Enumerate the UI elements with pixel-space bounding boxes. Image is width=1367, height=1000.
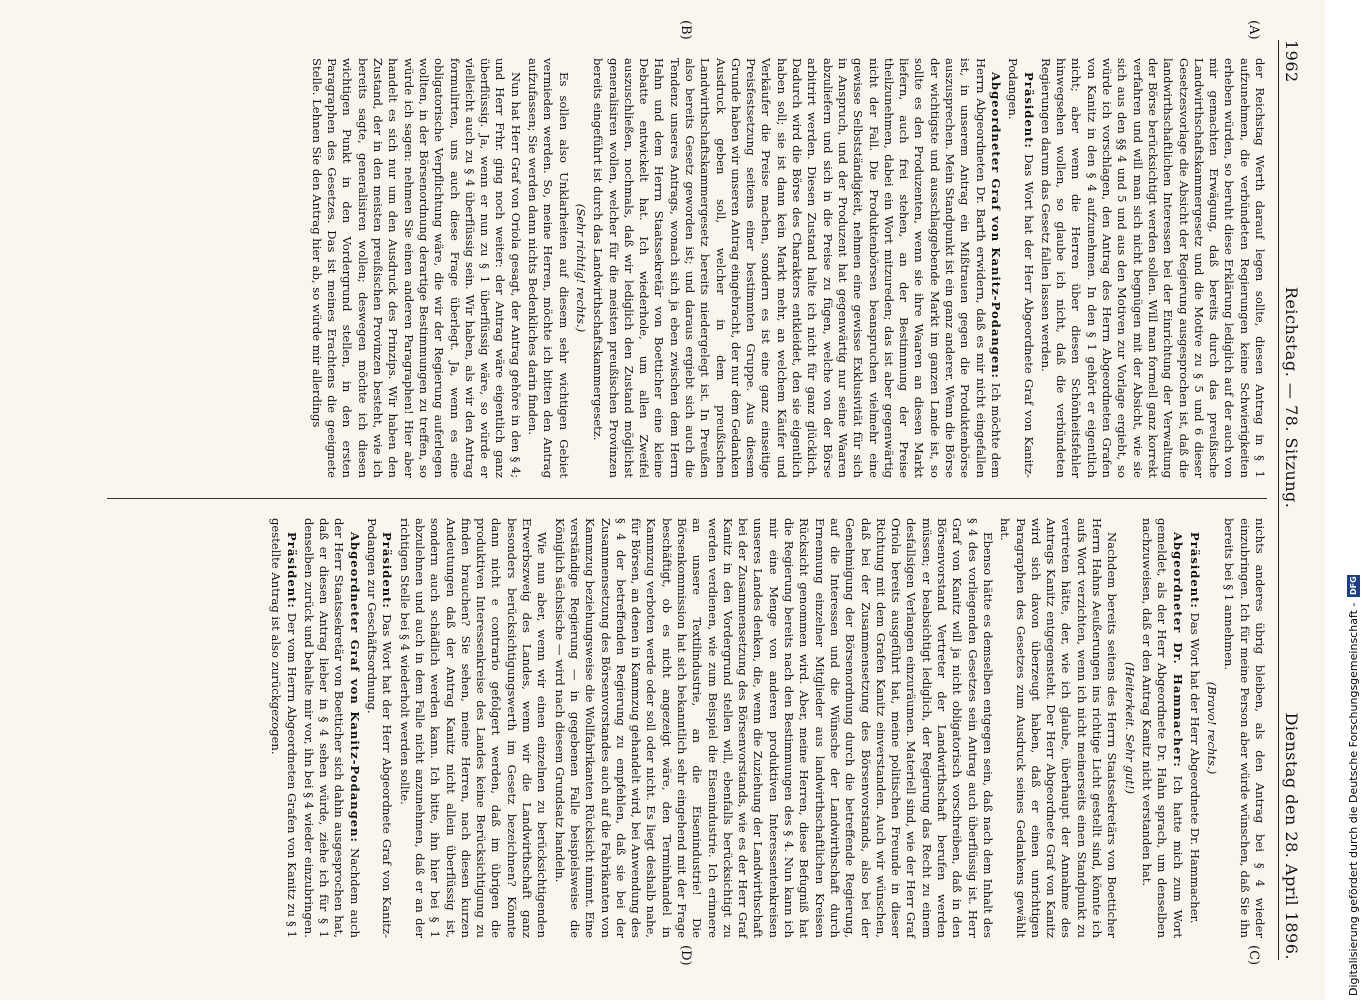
paragraph: Ebenso hätte es demselben entgegen sein, daß nach dem Inhalt des § 4 des vorliegenden Gesetzes sein Antrag auch überflüssig ist. Herr Graf von Kanitz will ja nicht obligatorisch vorschreiben, daß in den Börsenvorstand Vertreter der Landwirthschaft berufen werden müssen; er beabsichtigt lediglich, der Regierung das Recht zu einem desfallsigen Verlangen einzuräumen. Materiell sind, wie der Herr Graf Oriola bereits ausgeführt hat, meine politischen Freunde in dieser Richtung mit dem Grafen Kanitz einverstanden. Auch wir wünschen, daß bei der Zusammensetzung des Börsenvorstands, also bei der Genehmigung der Börsenordnung durch die betreffende Regierung, auf die Interessen und die Wünsche der Landwirthschaft durch Ernennung einzelner Mitglieder aus landwirthschaftlichen Kreisen Rücksicht genommen wird. Aber, meine Herren, diese Befugniß hat die Regierung bereits nach den Bestimmungen des § 4. Nun kann ich mir eine Menge von anderen produktiven Interessentenkreisen unseres Landes denken, die, wenn die Zuziehung der Landwirthschaft bei der Zusammensetzung des Börsenvorstands, wie es der Herr Graf Kanitz in den Vordergrund stellen will, ebenfalls berücksichtigt zu werden verdienen, wie zum Beispiel die Eisenindustrie. Ich erinnere an unsere Textilindustrie, an die Eisenindustrie! Die Börsenkommission hat sich bekanntlich sehr eingehend mit der Frage beschäftigt, ob es nicht angezeigt wäre, den Terminhandel in Kammzug verboten werde oder soll oder nicht. Es liegt deshalb nahe, für Börsen, an denen in Kammzug gehandelt wird, bei Anwendung des § 4 der betreffenden Regierung zu empfehlen, daß sie bei der Zusammensetzung des Börsenvorstandes auch auf die Fabrikanten von Kammzug beziehungsweise die Wollfabrikanten Rücksicht nimmt. Eine verständige Regierung — in gegebenen Falle beispielsweise die Königlich sächsische — wird nach diesem Grundsatz handeln. [552, 518, 995, 938]
attribution-text-row [1339, 0, 1367, 1000]
attribution-strip [1325, 0, 1360, 1000]
speaker-text: Ich möchte dem Herrn Abgeordneten Dr. Barth erwidern, daß es mir nicht eingefallen ist, in unserem Antrag ein Mißtrauen gegen die Produktenbörse auszusprechen. Mein Standpunkt ist ein ganz anderer. Wenn die Börse der wichtigste und ausschlaggebende Markt im ganzen Lande ist, so sollte es den Produzenten, wenn sie ihre Waaren an diesen Markt liefern, auch frei stehen, an der Bestimmung der Preise theilzunehmen, dabei ein Wort mitzureden; das ist aber gegenwärtig nicht der Fall. Die Produktenbörsen beanspruchen vielmehr eine gewisse Selbstständigkeit, nehmen eine gewisse Exklusivität für sich in Anspruch, und der Produzent hat gegenwärtig nur seine Waaren abzuliefern und sich in die Preise zu fügen, welche von der Börse arbitrirt werden. Diesen Zustand halte ich nicht für ganz glücklich. Dadurch wird die Börse des Charakters entkleidet, den sie eigentlich haben soll; sie ist dann kein Markt mehr, an welchem Käufer und Verkäufer die Preise machen, sondern es ist eine ganz einseitige Preisfestsetzung seitens einer bestimmten Gruppe. Aus diesem Grunde haben wir unseren Antrag eingebracht, der nur dem Gedanken Ausdruck geben soll, welcher in dem preußischen Landwirthschaftskammergesetz bereits niedergelegt ist. In Preußen also bereits Gesetz geworden ist; und daraus ergiebt sich auch die Tendenz unseres Antrags, wonach sich ja eben zwischen dem Herrn Hahn und dem Herrn Staatssekretär von Boetticher eine kleine Debatte entwickelt hat. Ich wiederhole, um allen Zweifel auszuschließen, nochmals, daß wir lediglich den Zustand möglichst generalisiren wollen, welcher für die meisten preußischen Provinzen bereits eingeführt ist durch das Landwirthschaftskammergesetz. [591, 58, 1003, 478]
paragraph [1005, 58, 1036, 478]
paragraph: Nun hat Herr Graf von Oriola gesagt, der Antrag gehöre in den § 4; und Herr Frhr. ging noch weiter: der Antrag wäre eigentlich ganz überflüssig. Ja, wenn er nun zu § 1 überflüssig wäre, so würde er vielleicht auch zu § 4 überflüssig sein. Wir haben, als wir den Antrag formulirten, uns auch diese Frage überlegt. Ja, wenn es eine obligatorische Verpflichtung wäre, die wir der Regierung auferlegen wollten, in der Börsenordnung derartige Bestimmungen zu treffen, so würde ich sagen: nehmen Sie einen anderen Paragraphen! Hier aber handelt es sich nur um den Ausdruck des Prinzips. Wir haben den Zustand, der in den meisten preußischen Provinzen besteht, wie ich bereits sagte, generalisiren wollen; deswegen möchte ich diesen wichtigen Punkt in den Vordergrund stellen, in den ersten Paragraphen des Gesetzes. Das ist meines Erachtens die geeignete Stelle. Lehnen Sie den Antrag hier ab, so würde mir allerdings [309, 58, 523, 478]
paragraph [268, 518, 299, 938]
speaker-text: Nachdem auch der Herr Staatssekretär von Boetticher sich dahin ausgesprochen hat, daß er diesen Antrag lieber in § 4 sehen würde, ziehe ich für § 1 denselben zurück und behalte mir vor, ihn bei § 4 wieder einzubringen. [301, 518, 362, 938]
margin-marker-d: (D) [678, 945, 693, 966]
speaker-text: Das Wort hat der Herr Abgeordnete Graf von Kanitz-Podangen. [1006, 58, 1036, 478]
paragraph: Nachdem bereits seitens des Herrn Staatssekretärs von Boetticher Herrn Hahns Aeußerungen ins richtige Licht gestellt sind, könnte ich aufs Wort verzichten, wenn ich nicht meinerseits einen Standpunkt zu vertreten hätte, der, wie ich glaube, überhaupt der Annahme des Antrags Kanitz entgegensteht. Der Herr Abgeordnete Graf von Kanitz wird sich davon überzeugt haben, daß er einen unrichtigen Paragraphen des Gesetzes zum Ausdruck seines Gedankens gewählt hat. [998, 518, 1120, 938]
dfg-logo-icon: DFG [1348, 576, 1358, 595]
speaker-name: Abgeordneter Graf von Kanitz-Podangen: [988, 72, 1003, 379]
paragraph [301, 518, 362, 938]
speaker-text: Das Wort hat der Herr Abgeordnete Dr. Hammacher. [1187, 612, 1202, 924]
page-number: 1962 [1282, 40, 1302, 83]
paragraph: der Reichstag Werth darauf legen sollte, diesen Antrag in § 1 aufzunehmen, die verbündeten Regierungen keine Schwierigkeiten erheben würden, so beruht diese Erklärung lediglich auf der auch von mir gemachten Erwägung, daß bereits durch das preußische Landwirthschaftskammergesetz und die Motive zu § 5 und 6 dieser Gesetzesvorlage die Absicht der Regierung ausgesprochen ist, daß die landwirthschaftlichen Interessen bei der Einrichtung der Verwaltung der Börse berücksichtigt werden sollen. Will man formell ganz korrekt verfahren und will man sich nicht begnügen mit der Absicht, wie sie sich aus den §§ 4 und 5 und aus den Motiven zur Vorlage ergiebt, so würde ich vorschlagen, den Antrag des Herrn Abgeordneten Grafen von Kanitz in den § 4 aufzunehmen. In den § 1 gehört er eigentlich nicht; aber wenn die Herren über diesen Schönheitsfehler hinwegsehen wollen, so glaube ich nicht, daß die verbündeten Regierungen darum das Gesetz fallen lassen werden. [1038, 58, 1267, 478]
speaker-text: Der vom Herrn Abgeordneten Grafen von Kanitz zu § 1 gestellte Antrag ist also zurückgezogen. [269, 518, 299, 938]
left-column [107, 58, 1267, 478]
paragraph [1187, 518, 1202, 938]
speaker-name: Präsident: [1187, 532, 1202, 609]
speaker-name: Präsident: [1021, 72, 1036, 149]
paragraph [590, 58, 1003, 478]
margin-marker-a: (A) [1246, 20, 1261, 40]
margin-marker-b: (B) [678, 20, 693, 40]
paragraph: nichts anderes übrig bleiben, als den Antrag bei § 4 wieder einzubringen. Ich für meine Person aber würde wünschen, daß Sie ihn bereits bei § 1 annehmen. [1222, 518, 1267, 938]
speaker-name: Abgeordneter Graf von Kanitz-Podangen: [347, 532, 362, 843]
paragraph [364, 518, 395, 938]
page-header [1278, 40, 1305, 960]
speaker-name: Abgeordneter Dr. Hammacher: [1170, 532, 1185, 768]
speaker-text: Ich hatte mich zum Wort gemeldet, als der Herr Abgeordnete Dr. Hahn sprach, um denselben nachzuweisen, daß er den Antrag Kanitz nicht verstanden hat. [1139, 518, 1185, 938]
session-date: Dienstag den 28. April 1896. [1282, 712, 1302, 960]
interjection: (Bravo! rechts.) [1205, 681, 1220, 775]
paragraph: Es sollen also Unklarheiten auf diesem sehr wichtigen Gebiet vermieden werden. So, meine Herren, möchte ich bitten den Antrag aufzufassen; Sie werden dann nichts Bedenkliches darin finden. [526, 58, 571, 478]
speaker-name: Präsident: [380, 532, 395, 609]
paragraph: Wie nun aber, wenn wir einen einzelnen zu berücksichtigenden Erwerbszweig des Landes, wenn wir die Landwirthschaft ganz besonders berücksichtigungswerth im Gesetz bezeichnen? Könnte dann nicht e contrario gefolgert werden, daß im übrigen die produktiven Interessenkreise des Landes keine Berücksichtigung zu finden brauchen? Sie sehen, meine Herren, nach diesen kurzen Andeutungen daß der Antrag Kanitz nicht allein überflüssig ist, sondern auch schädlich werden kann. Ich bitte, ihn hier bei § 1 abzulehnen und auch in dem Falle nicht anzunehmen, daß er an der richtigen Stelle bei § 4 wiederholt werden sollte. [397, 518, 550, 938]
paragraph [1139, 518, 1185, 938]
speaker-text: Das Wort hat der Herr Abgeordnete Graf von Kanitz-Podangen zur Geschäftsordnung. [365, 518, 395, 938]
speaker-name: Präsident: [284, 532, 299, 609]
attribution-text: Digitalisierung gefördert durch die Deutsche Forschungsgemeinschaft - [1346, 602, 1360, 996]
column-divider [107, 498, 1267, 499]
right-column [107, 518, 1267, 938]
interjection: (Heiterkeit. Sehr gut!) [1122, 661, 1137, 795]
interjection: (Sehr richtig! rechts.) [573, 203, 588, 333]
session-title: Reichstag. — 78. Sitzung. [1282, 286, 1302, 509]
margin-marker-c: (C) [1246, 945, 1261, 966]
